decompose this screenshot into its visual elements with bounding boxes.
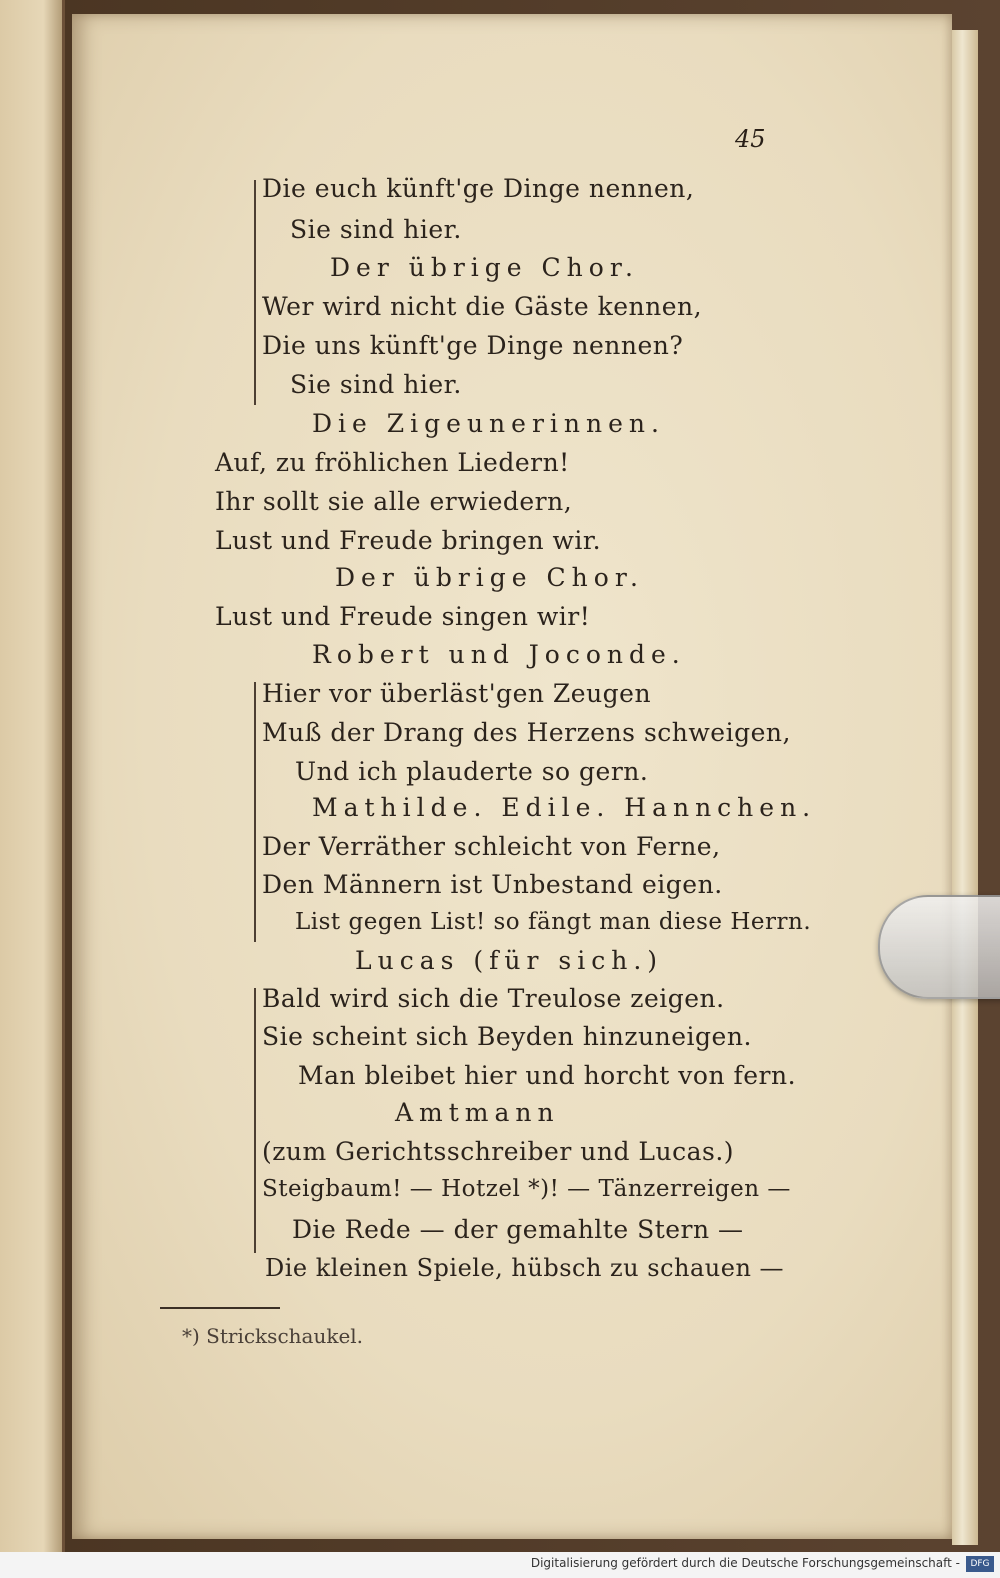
verse-line: Ihr sollt sie alle erwiedern, [215, 487, 573, 516]
speaker-name: Lucas (für sich.) [355, 946, 664, 975]
verse-line: Lust und Freude singen wir! [215, 602, 591, 631]
verse-bracket [254, 988, 256, 1253]
verse-line: List gegen List! so fängt man diese Herrn. [295, 909, 812, 935]
verse-line: Sie sind hier. [290, 370, 462, 399]
footnote: *) Strickschaukel. [182, 1324, 364, 1348]
page-number: 45 [735, 125, 766, 153]
verse-line: Bald wird sich die Treulose zeigen. [262, 984, 725, 1013]
verse-line: Steigbaum! — Hotzel *)! — Tänzerreigen — [262, 1176, 791, 1202]
verse-line: Auf, zu fröhlichen Liedern! [215, 448, 570, 477]
verse-line: Man bleibet hier und horcht von fern. [298, 1061, 797, 1090]
speaker-name: Amtmann [395, 1098, 560, 1127]
verse-line: Die euch künft'ge Dinge nennen, [262, 174, 695, 203]
verse-line: Und ich plauderte so gern. [295, 757, 649, 786]
footer-text: Digitalisierung gefördert durch die Deutsche Forschungsgemeinschaft - [530, 1556, 960, 1570]
verse-line: Die uns künft'ge Dinge nennen? [262, 331, 684, 360]
verse-bracket [254, 180, 256, 405]
stage-direction: (zum Gerichtsschreiber und Lucas.) [262, 1137, 735, 1166]
verse-line: Der Verräther schleicht von Ferne, [262, 832, 721, 861]
verse-line: Lust und Freude bringen wir. [215, 526, 602, 555]
verse-line: Den Männern ist Unbestand eigen. [262, 870, 723, 899]
verse-line: Die kleinen Spiele, hübsch zu schauen — [265, 1254, 785, 1282]
verse-line: Hier vor überläst'gen Zeugen [262, 679, 652, 708]
footnote-rule [160, 1307, 280, 1309]
verse-line: Sie scheint sich Beyden hinzuneigen. [262, 1022, 752, 1051]
speaker-name: Robert und Joconde. [312, 640, 686, 669]
dfg-logo: DFG [966, 1556, 994, 1572]
speaker-name: Der übrige Chor. [335, 563, 644, 592]
speaker-name: Der übrige Chor. [330, 253, 639, 282]
page-stack-edge [952, 30, 978, 1545]
verse-bracket [254, 682, 256, 942]
previous-page-edge [0, 0, 65, 1578]
verse-line: Wer wird nicht die Gäste kennen, [262, 292, 703, 321]
scanner-clip [878, 895, 1000, 999]
speaker-name: Die Zigeunerinnen. [312, 409, 665, 438]
verse-line: Sie sind hier. [290, 215, 462, 244]
speaker-name: Mathilde. Edile. Hannchen. [312, 793, 817, 822]
digitization-footer [0, 1552, 1000, 1578]
verse-line: Muß der Drang des Herzens schweigen, [262, 718, 791, 747]
verse-line: Die Rede — der gemahlte Stern — [292, 1215, 744, 1244]
